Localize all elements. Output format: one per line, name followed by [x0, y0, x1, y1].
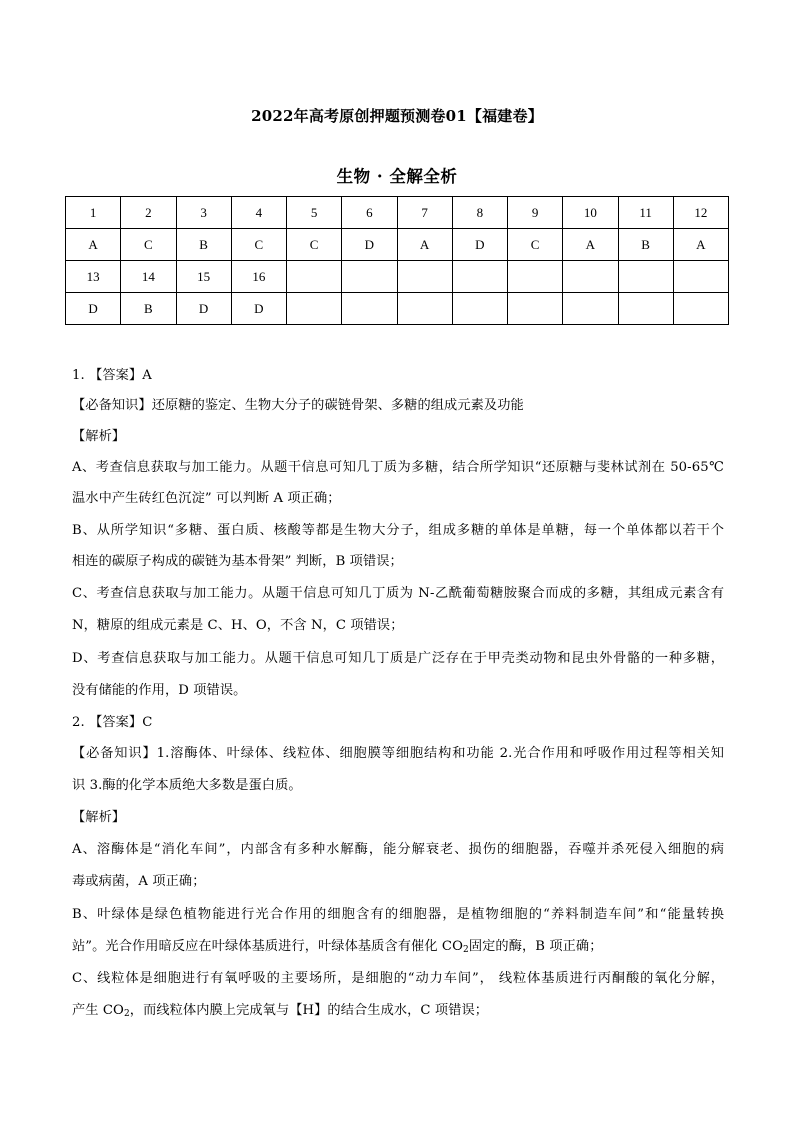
- question-number-cell: 7: [397, 197, 452, 229]
- co2-subscript: 2: [123, 1009, 130, 1019]
- answer-cell: [508, 293, 563, 325]
- question-number-cell: 16: [231, 261, 286, 293]
- question-number-cell: [342, 261, 397, 293]
- q1-option-c-line2: N，糖原的组成元素是 C、H、O，不含 N，C 项错误；: [72, 618, 404, 633]
- answer-cell: D: [342, 229, 397, 261]
- q1-option-d-line1: D、考查信息获取与加工能力。从题干信息可知几丁质是广泛存在于甲壳类动物和昆虫外骨骼的一种多糖，: [72, 651, 724, 666]
- question-number-cell: 3: [176, 197, 231, 229]
- question-number-cell: 8: [452, 197, 507, 229]
- question-number-cell: 9: [508, 197, 563, 229]
- q2-option-c-line2-rest: ，而线粒体内膜上完成氧与【H】的结合生成水，C 项错误；: [129, 1003, 489, 1018]
- document-title: 2022年高考原创押题预测卷01【福建卷】: [251, 107, 543, 125]
- question-number-cell: [563, 261, 618, 293]
- q2-knowledge-line1: 【必备知识】1.溶酶体、叶绿体、线粒体、细胞膜等细胞结构和功能 2.光合作用和呼吸作用过程等相关知: [72, 746, 724, 761]
- answer-cell: C: [231, 229, 286, 261]
- q1-option-a-line2: 温水中产生砖红色沉淀” 可以判断 A 项正确；: [72, 491, 341, 506]
- q1-option-c-line1: C、考查信息获取与加工能力。从题干信息可知几丁质为 N-乙酰葡萄糖胺聚合而成的多糖，其组成元素含有: [72, 586, 724, 601]
- answer-cell: A: [563, 229, 618, 261]
- question-number-cell: 14: [121, 261, 176, 293]
- q2-option-b-line2-main: 站”。光合作用暗反应在叶绿体基质进行，叶绿体基质含有催化 CO: [72, 939, 463, 954]
- answer-cell: [563, 293, 618, 325]
- table-row: [66, 197, 729, 229]
- question-number-cell: 12: [673, 197, 728, 229]
- answer-cell: B: [618, 229, 673, 261]
- question-number-cell: 6: [342, 197, 397, 229]
- question-number-cell: 5: [287, 197, 342, 229]
- question-number-cell: [618, 261, 673, 293]
- q2-answer: 2. 【答案】C: [72, 715, 153, 730]
- q1-option-d-line2: 没有储能的作用，D 项错误。: [72, 683, 247, 698]
- question-number-cell: 4: [231, 197, 286, 229]
- q1-answer: 1. 【答案】A: [72, 368, 152, 383]
- answer-cell: D: [452, 229, 507, 261]
- q2-knowledge-line2: 识 3.酶的化学本质绝大多数是蛋白质。: [72, 778, 302, 793]
- table-row: [66, 261, 729, 293]
- answer-cell: [618, 293, 673, 325]
- answer-cell: A: [66, 229, 121, 261]
- question-number-cell: 15: [176, 261, 231, 293]
- q2-option-b-line1: B、叶绿体是绿色植物能进行光合作用的细胞含有的细胞器，是植物细胞的“养料制造车间”和“能量转换: [72, 907, 724, 922]
- answer-cell: [342, 293, 397, 325]
- q1-option-b-line2: 相连的碳原子构成的碳链为基本骨架” 判断，B 项错误；: [72, 554, 403, 569]
- answer-key-table: [65, 196, 729, 325]
- answer-cell: [397, 293, 452, 325]
- table-row: [66, 229, 729, 261]
- answer-cell: D: [231, 293, 286, 325]
- answer-cell: C: [121, 229, 176, 261]
- question-number-cell: 10: [563, 197, 618, 229]
- answer-cell: C: [287, 229, 342, 261]
- co2-subscript: 2: [463, 945, 469, 955]
- answer-cell: [673, 293, 728, 325]
- answer-cell: C: [508, 229, 563, 261]
- question-number-cell: [452, 261, 507, 293]
- answer-cell: [452, 293, 507, 325]
- q2-option-c-line2-main: 产生 CO: [72, 1003, 124, 1018]
- question-number-cell: 13: [66, 261, 121, 293]
- answer-cell: A: [673, 229, 728, 261]
- q1-knowledge: 【必备知识】还原糖的鉴定、生物大分子的碳链骨架、多糖的组成元素及功能: [72, 398, 524, 413]
- q1-option-b-line1: B、从所学知识“多糖、蛋白质、核酸等都是生物大分子，组成多糖的单体是单糖，每一个单体都以若干个: [72, 523, 724, 538]
- question-number-cell: 11: [618, 197, 673, 229]
- q1-option-a-line1: A、考查信息获取与加工能力。从题干信息可知几丁质为多糖，结合所学知识“还原糖与斐林试剂在 50-65℃: [72, 460, 724, 475]
- question-number-cell: 1: [66, 197, 121, 229]
- question-number-cell: [673, 261, 728, 293]
- q2-option-c-line2: [72, 1002, 724, 1023]
- q2-option-b-line2: [72, 938, 724, 959]
- q2-option-b-line2-rest: 固定的酶，B 项正确；: [468, 939, 603, 954]
- q1-analysis-heading: 【解析】: [72, 429, 126, 444]
- question-number-cell: [397, 261, 452, 293]
- answer-cell: D: [66, 293, 121, 325]
- document-subtitle: 生物 · 全解全析: [336, 167, 458, 186]
- q2-analysis-heading: 【解析】: [72, 810, 126, 825]
- q2-option-a-line1: A、溶酶体是“消化车间”，内部含有多种水解酶，能分解衰老、损伤的细胞器，吞噬并杀死侵入细胞的病: [72, 842, 724, 857]
- question-number-cell: 2: [121, 197, 176, 229]
- table-row: [66, 293, 729, 325]
- question-number-cell: [508, 261, 563, 293]
- answer-cell: A: [397, 229, 452, 261]
- question-number-cell: [287, 261, 342, 293]
- answer-cell: B: [121, 293, 176, 325]
- answer-cell: D: [176, 293, 231, 325]
- answer-cell: B: [176, 229, 231, 261]
- q2-option-c-line1: C、线粒体是细胞进行有氧呼吸的主要场所，是细胞的“动力车间”， 线粒体基质进行丙酮酸的氧化分解，: [72, 971, 724, 986]
- answer-cell: [287, 293, 342, 325]
- q2-option-a-line2: 毒或病菌，A 项正确；: [72, 874, 206, 889]
